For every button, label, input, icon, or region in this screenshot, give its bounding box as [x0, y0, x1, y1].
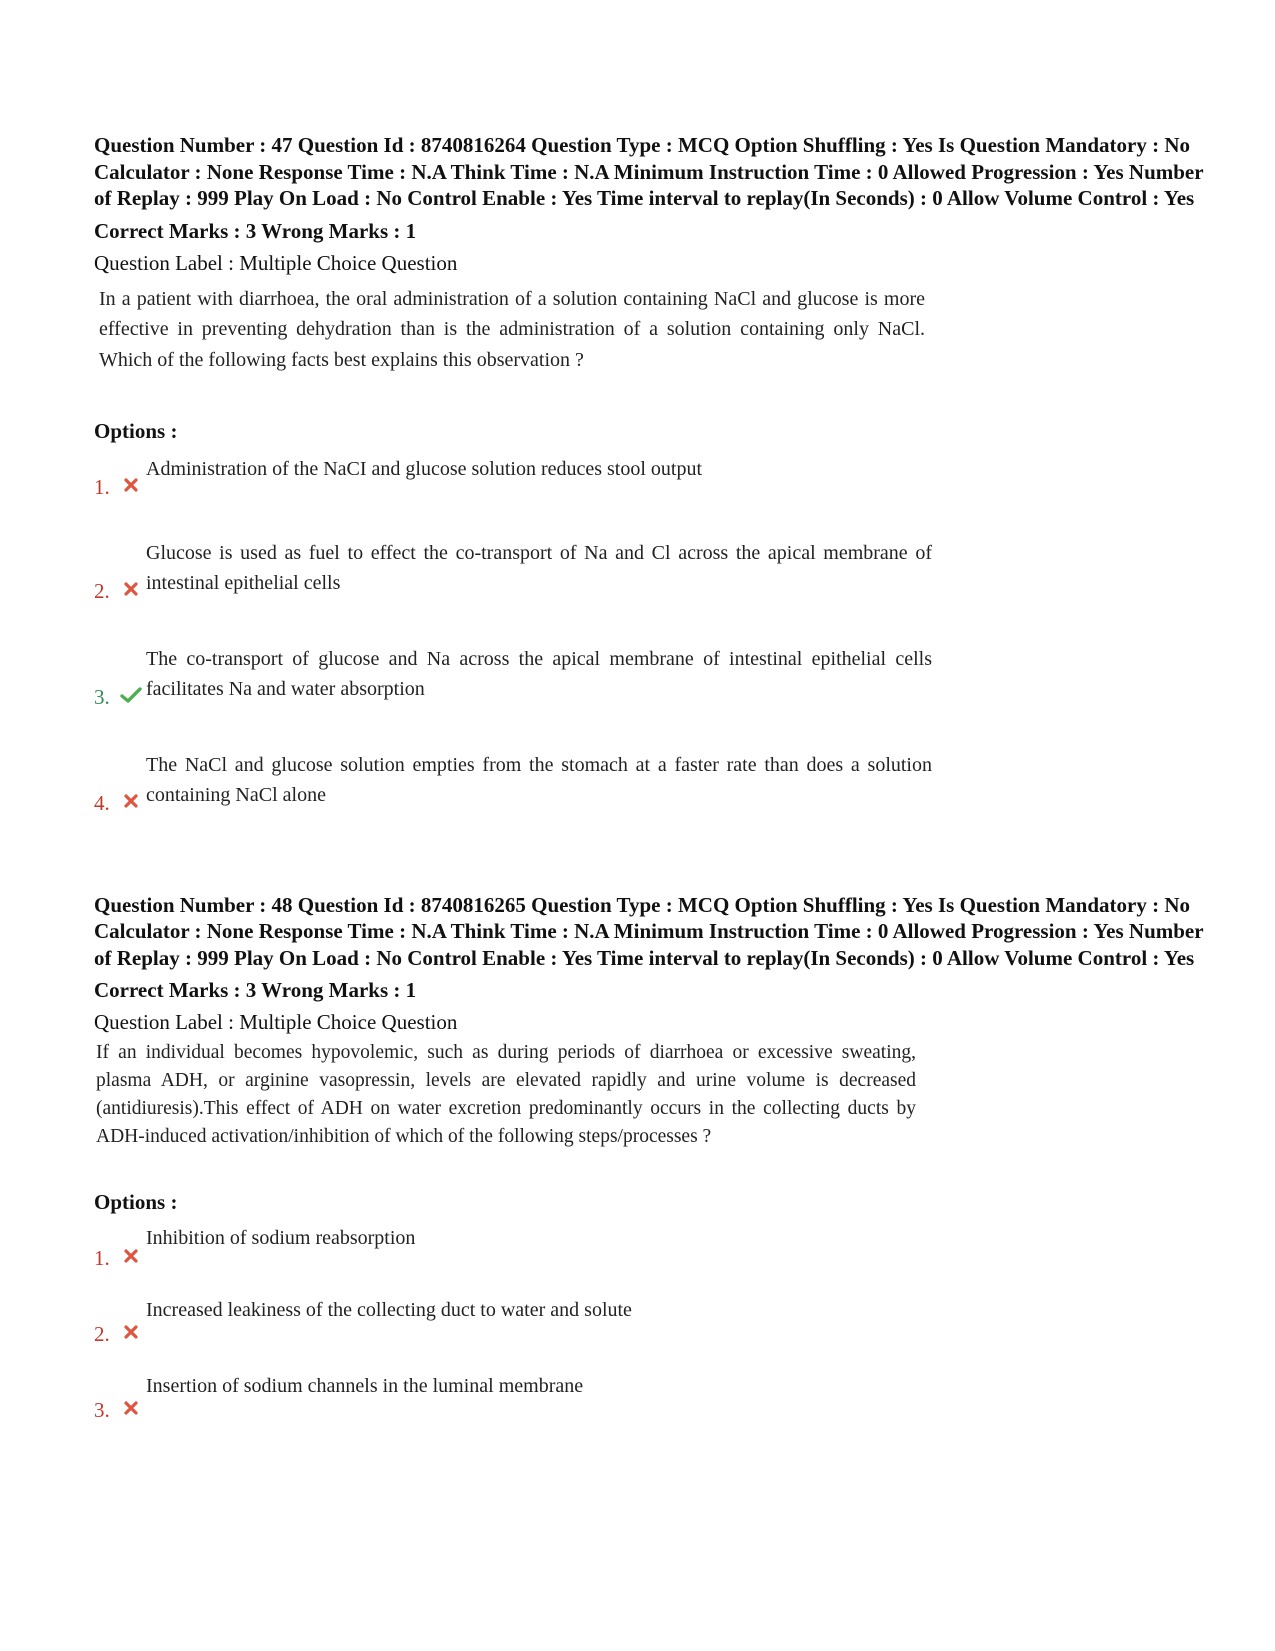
cross-icon: [118, 576, 144, 602]
question-marks: Correct Marks : 3 Wrong Marks : 1: [94, 218, 417, 243]
question-label: Question Label : Multiple Choice Question: [94, 1010, 458, 1034]
option-1: [94, 457, 1204, 500]
option-text: Administration of the NaCI and glucose solution reduces stool output: [146, 457, 703, 480]
question-48: [94, 892, 1204, 1424]
option-text: Insertion of sodium channels in the luminal membrane: [146, 1375, 584, 1397]
document-page: [94, 132, 1204, 1423]
option-number: 1.: [94, 474, 110, 499]
option-number: 2.: [94, 1322, 110, 1346]
options-heading: Options :: [94, 418, 178, 443]
option-text: The co-transport of glucose and Na across the apical membrane of intestinal epithelial cells facilitates Na and water absorption: [146, 647, 932, 700]
cross-icon: [118, 1395, 144, 1421]
question-meta: Question Number : 48 Question Id : 8740816265 Question Type : MCQ Option Shuffling : Yes Is Question Mandatory : No Calculator : None Response Time : N.A Think Time : N.A Minimum Instruction Time : 0 Allowed Progression : Yes Number of Replay : 999 Play On Load : No Control Enable : Yes Time interval to replay(In Seconds) : 0 Allow Volume Control : Yes: [94, 892, 1204, 970]
option-2: [94, 538, 1204, 604]
cross-icon: [118, 1319, 144, 1345]
cross-icon: [118, 472, 144, 498]
question-text: In a patient with diarrhoea, the oral administration of a solution containing NaCl and glucose is more effective in preventing dehydration than is the administration of a solution containing only NaCl. Which of the following facts best explains this observation ?: [99, 287, 925, 371]
cross-icon: [118, 788, 144, 814]
option-number: 4.: [94, 790, 110, 815]
question-label: Question Label : Multiple Choice Question: [94, 250, 458, 275]
options-heading: Options :: [94, 1190, 178, 1214]
option-number: 3.: [94, 684, 110, 709]
option-2: [94, 1299, 1204, 1347]
option-text: Increased leakiness of the collecting duct to water and solute: [146, 1299, 632, 1321]
option-text: Glucose is used as fuel to effect the co-transport of Na and Cl across the apical membrane of intestinal epithelial cells: [146, 541, 932, 594]
option-text: The NaCl and glucose solution empties from the stomach at a faster rate than does a solution containing NaCl alone: [146, 753, 932, 806]
option-1: [94, 1227, 1204, 1271]
option-number: 3.: [94, 1398, 110, 1422]
question-marks: Correct Marks : 3 Wrong Marks : 1: [94, 978, 417, 1002]
option-3: [94, 1375, 1204, 1423]
cross-icon: [118, 1243, 144, 1269]
option-text: Inhibition of sodium reabsorption: [146, 1227, 416, 1249]
question-47: [94, 132, 1204, 816]
check-icon: [118, 682, 144, 708]
question-text: If an individual becomes hypovolemic, such as during periods of diarrhoea or excessive sweating, plasma ADH, or arginine vasopressin, levels are elevated rapidly and urine volume is decreased (antidiuresis).This effect of ADH on water excretion predominantly occurs in the collecting ducts by ADH-induced activation/inhibition of which of the following steps/processes ?: [96, 1042, 916, 1147]
option-3: [94, 644, 1204, 710]
option-number: 1.: [94, 1246, 110, 1270]
question-meta: Question Number : 47 Question Id : 8740816264 Question Type : MCQ Option Shuffling : Yes Is Question Mandatory : No Calculator : None Response Time : N.A Think Time : N.A Minimum Instruction Time : 0 Allowed Progression : Yes Number of Replay : 999 Play On Load : No Control Enable : Yes Time interval to replay(In Seconds) : 0 Allow Volume Control : Yes: [94, 133, 1204, 210]
option-number: 2.: [94, 578, 110, 603]
option-4: [94, 750, 1204, 816]
